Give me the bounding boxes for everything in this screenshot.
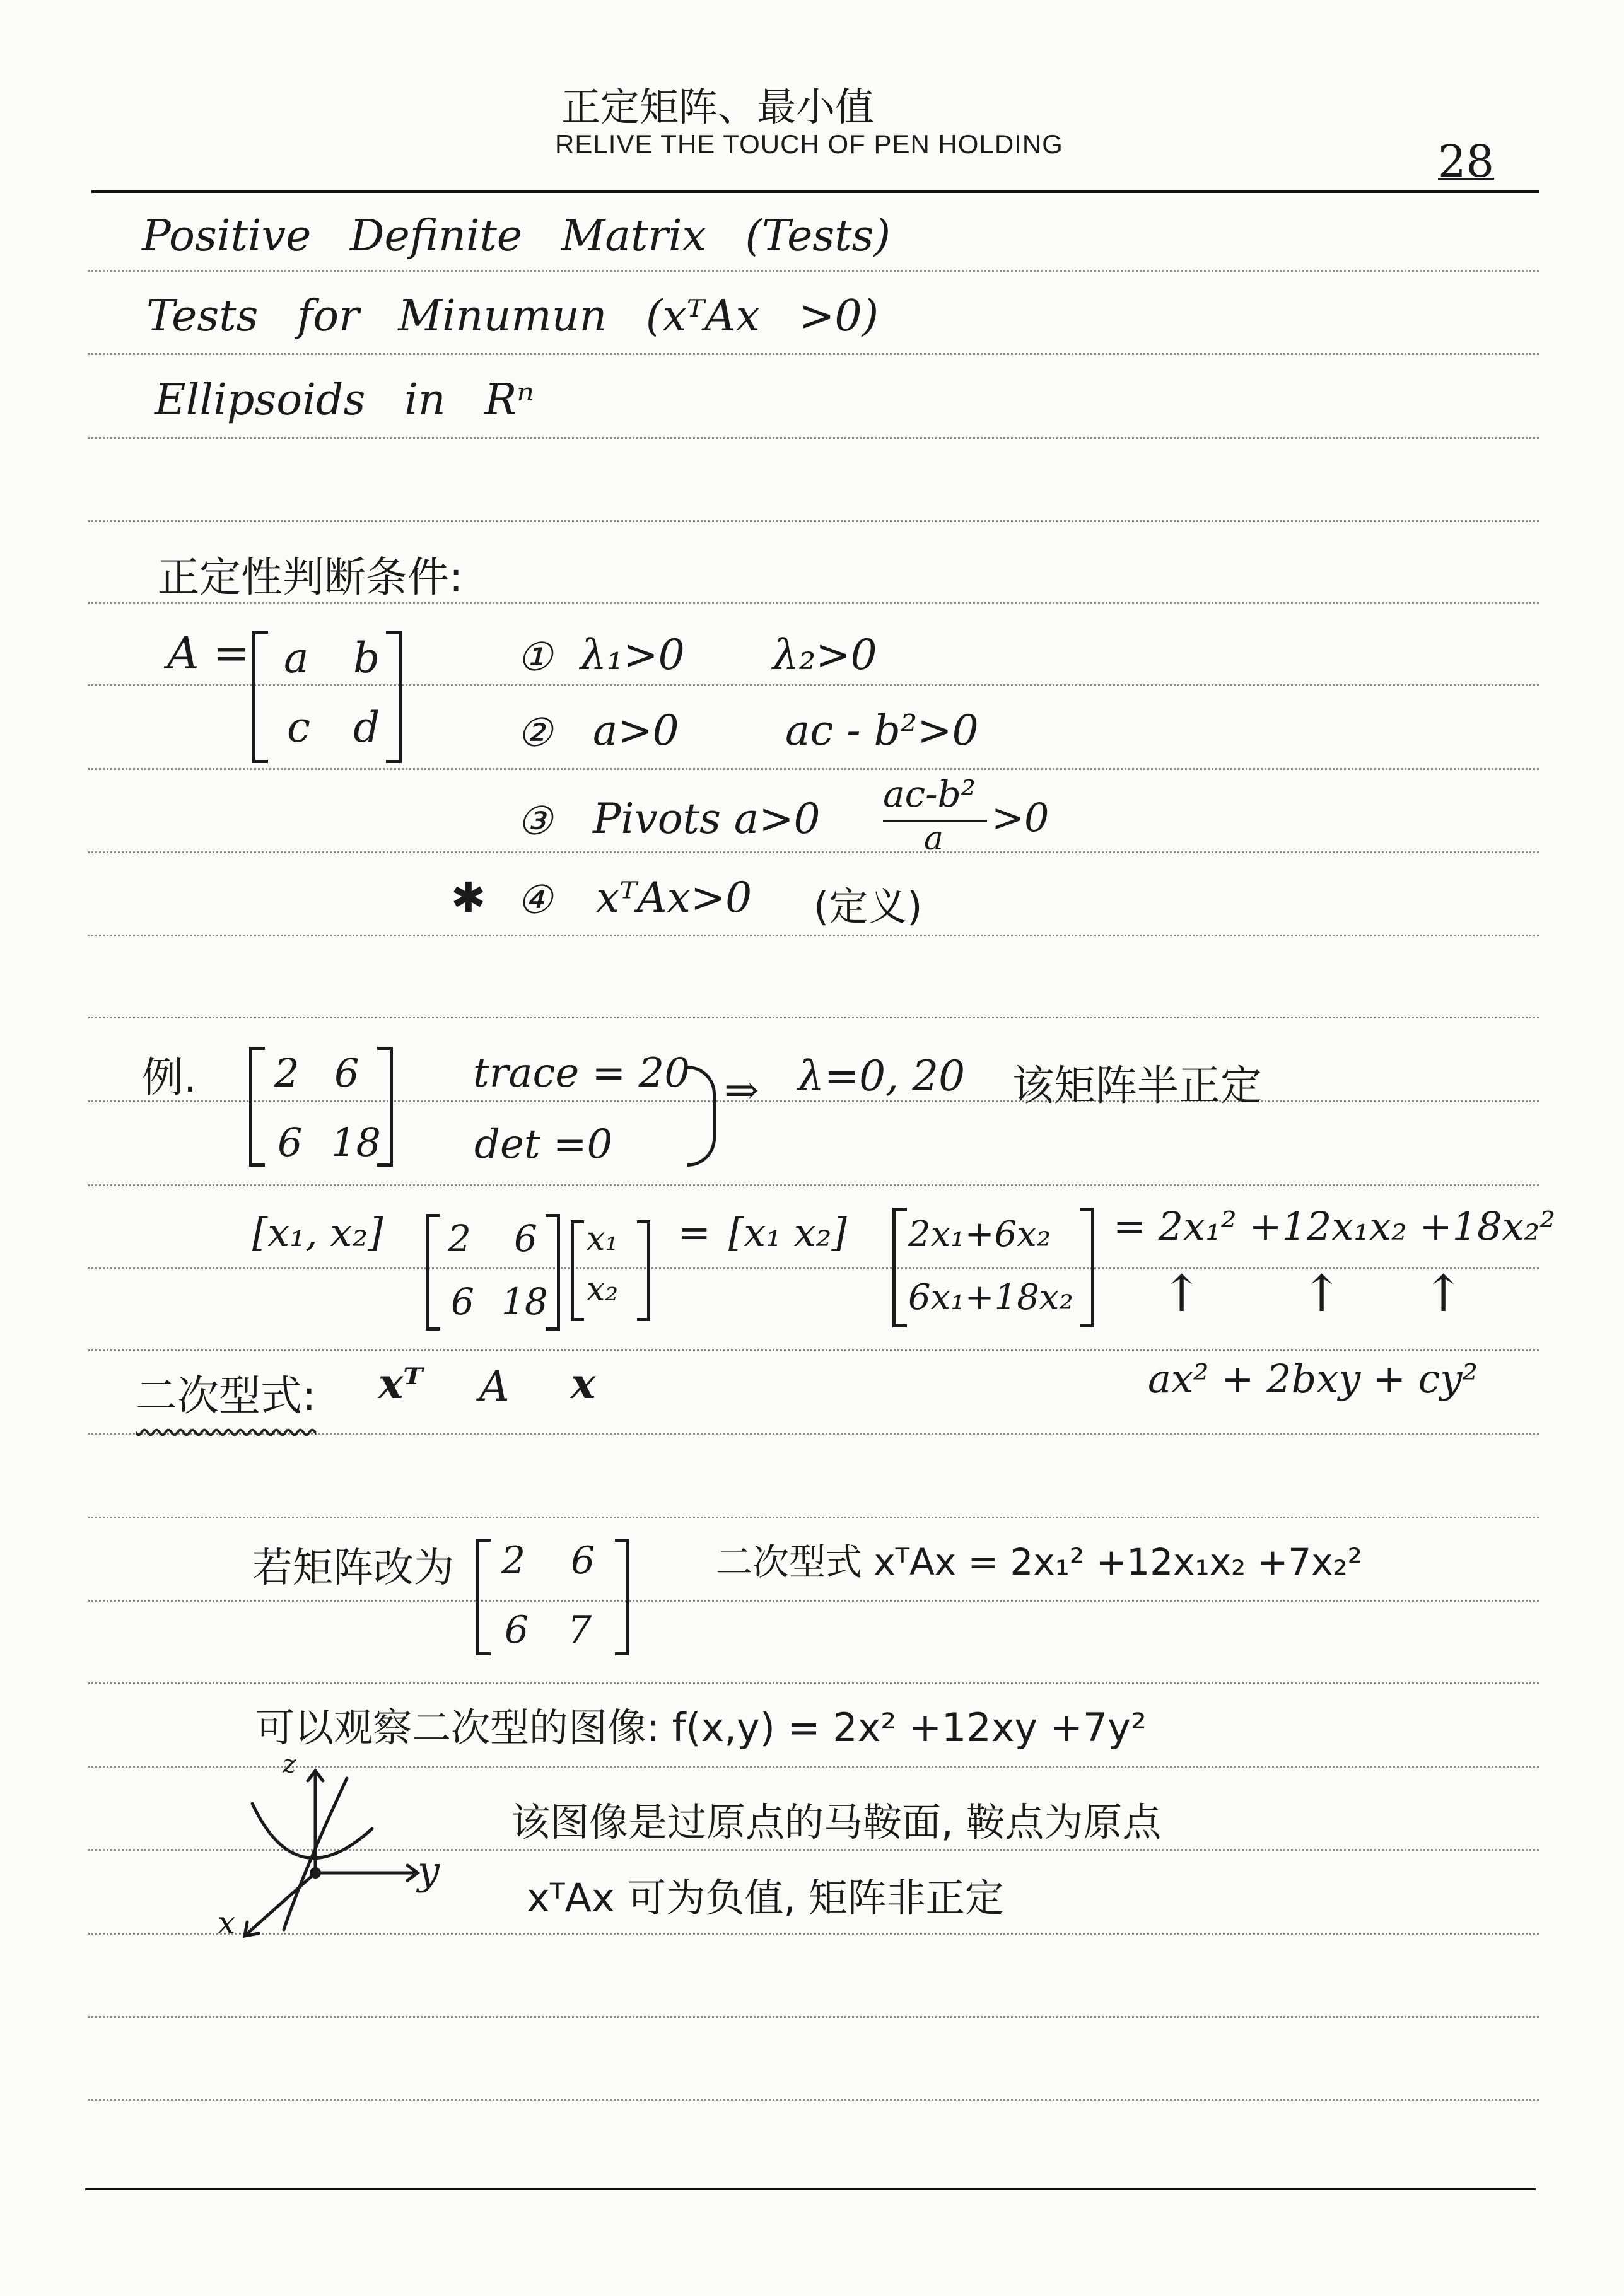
- matrix-entry: 2: [448, 1217, 471, 1260]
- ruled-line: [88, 935, 1539, 936]
- column-vector-entry: x₂: [587, 1271, 619, 1308]
- topic-line: Positive Definite Matrix (Tests): [142, 211, 891, 261]
- example-conclusion: 该矩阵半正定: [1012, 1061, 1262, 1110]
- condition-text: ac - b²>0: [785, 706, 979, 755]
- ruled-line: [88, 1517, 1539, 1518]
- column-vector-entry: x₁: [587, 1220, 619, 1258]
- footer-rule: [85, 2188, 1536, 2190]
- ruled-line: [88, 520, 1539, 522]
- ruled-line: [88, 2016, 1539, 2018]
- column-result-entry: 6x₁+18x₂: [908, 1277, 1073, 1318]
- matrix-bracket: [637, 1220, 650, 1321]
- quadratic-a: A: [479, 1362, 510, 1411]
- second-prefix: 若矩阵改为: [252, 1545, 454, 1592]
- topic-line: Tests for Minumun (xᵀAx >0): [146, 291, 879, 341]
- condition-text: Pivots a>0: [593, 795, 821, 843]
- matrix-entry: 2: [501, 1539, 526, 1583]
- star-icon: ✱: [451, 873, 486, 922]
- general-form: ax² + 2bxy + cy²: [1148, 1356, 1478, 1402]
- quadratic-xt: xᵀ: [378, 1359, 423, 1408]
- matrix-bracket: [476, 1539, 491, 1655]
- matrix-label: A =: [167, 627, 250, 679]
- brace: [687, 1066, 716, 1167]
- axis-label-y: y: [418, 1848, 440, 1894]
- topic-line: Ellipsoids in Rⁿ: [155, 375, 534, 425]
- ruled-line: [88, 437, 1539, 439]
- ruled-line: [88, 1349, 1539, 1351]
- ruled-line: [88, 768, 1539, 770]
- row-vector: [x₁, x₂]: [252, 1209, 383, 1256]
- condition-text: a>0: [593, 706, 679, 755]
- matrix-entry: c: [287, 703, 310, 752]
- page-number: 28: [1438, 136, 1495, 187]
- ruled-line: [88, 1100, 1539, 1102]
- up-arrow-icon: ↑: [1300, 1264, 1343, 1323]
- up-arrow-icon: ↑: [1422, 1264, 1465, 1323]
- ruled-line: [88, 2099, 1539, 2101]
- example-label: 例.: [142, 1053, 197, 1102]
- header-subtitle: RELIVE THE TOUCH OF PEN HOLDING: [555, 129, 1063, 159]
- ruled-line: [88, 1682, 1539, 1684]
- matrix-bracket: [249, 1047, 265, 1167]
- up-arrow-icon: ↑: [1160, 1264, 1203, 1323]
- example-result: λ=0, 20: [798, 1052, 966, 1100]
- condition-text: λ₁>0: [580, 631, 685, 679]
- example-det: det =0: [474, 1121, 613, 1168]
- origin-point: [310, 1867, 321, 1879]
- axis-label-x: x: [218, 1904, 236, 1941]
- conditions-heading: 正定性判断条件:: [158, 553, 464, 602]
- matrix-entry: 6: [451, 1280, 474, 1323]
- ruled-line: [88, 1433, 1539, 1435]
- matrix-bracket: [252, 631, 268, 763]
- example-trace: trace = 20: [473, 1050, 690, 1097]
- graph-observation: 可以观察二次型的图像: f(x,y) = 2x² +12xy +7y²: [255, 1705, 1147, 1751]
- condition-number: ①: [517, 634, 552, 680]
- implies-arrow: ⇒: [724, 1066, 759, 1114]
- graph-description: xᵀAx 可为负值, 矩阵非正定: [527, 1875, 1004, 1921]
- matrix-entry: 6: [334, 1050, 359, 1096]
- graph-description: 该图像是过原点的马鞍面, 鞍点为原点: [511, 1799, 1162, 1845]
- condition-text: λ₂>0: [773, 631, 877, 679]
- matrix-entry: b: [353, 634, 380, 682]
- row-vector: [x₁ x₂]: [728, 1209, 847, 1256]
- ruled-line: [88, 851, 1539, 853]
- matrix-entry: a: [284, 634, 309, 682]
- matrix-bracket: [571, 1220, 584, 1321]
- matrix-entry: d: [353, 703, 380, 752]
- matrix-bracket: [426, 1214, 440, 1331]
- x-axis: [246, 1873, 315, 1935]
- condition-text: xᵀAx>0: [596, 873, 752, 922]
- matrix-entry: 18: [331, 1119, 381, 1165]
- ruled-line: [88, 270, 1539, 272]
- condition-number: ③: [517, 798, 552, 844]
- equals-sign: =: [678, 1209, 711, 1256]
- fraction-numerator: ac-b²: [883, 772, 976, 815]
- matrix-entry: 7: [568, 1608, 592, 1652]
- ruled-line: [88, 1017, 1539, 1018]
- matrix-bracket: [615, 1539, 629, 1655]
- matrix-entry: 6: [277, 1119, 303, 1165]
- ruled-line: [88, 1600, 1539, 1602]
- quadratic-expansion: = 2x₁² +12x₁x₂ +18x₂²: [1113, 1203, 1556, 1249]
- ruled-line: [88, 684, 1539, 686]
- axis-label-z: z: [283, 1750, 296, 1779]
- saddle-curve: [252, 1804, 372, 1858]
- condition-number: ④: [517, 877, 552, 923]
- matrix-entry: 6: [505, 1608, 529, 1652]
- condition-text: >0: [991, 795, 1049, 841]
- matrix-bracket: [892, 1208, 907, 1327]
- condition-number: ②: [517, 709, 552, 755]
- column-result-entry: 2x₁+6x₂: [908, 1214, 1051, 1255]
- header-rule: [91, 190, 1539, 193]
- matrix-bracket: [386, 631, 402, 763]
- matrix-entry: 6: [514, 1217, 537, 1260]
- matrix-entry: 2: [274, 1050, 300, 1096]
- quadratic-x: x: [571, 1359, 596, 1408]
- ruled-line: [88, 1184, 1539, 1186]
- quadratic-label: 二次型式:: [136, 1372, 317, 1420]
- second-form: 二次型式 xᵀAx = 2x₁² +12x₁x₂ +7x₂²: [716, 1541, 1363, 1583]
- header-title: 正定矩阵、最小值: [561, 84, 875, 130]
- fraction-denominator: a: [924, 820, 944, 858]
- condition-text: (定义): [814, 883, 923, 929]
- ruled-line: [88, 353, 1539, 355]
- matrix-entry: 6: [571, 1539, 595, 1583]
- matrix-entry: 18: [501, 1280, 548, 1323]
- matrix-bracket: [1080, 1208, 1094, 1327]
